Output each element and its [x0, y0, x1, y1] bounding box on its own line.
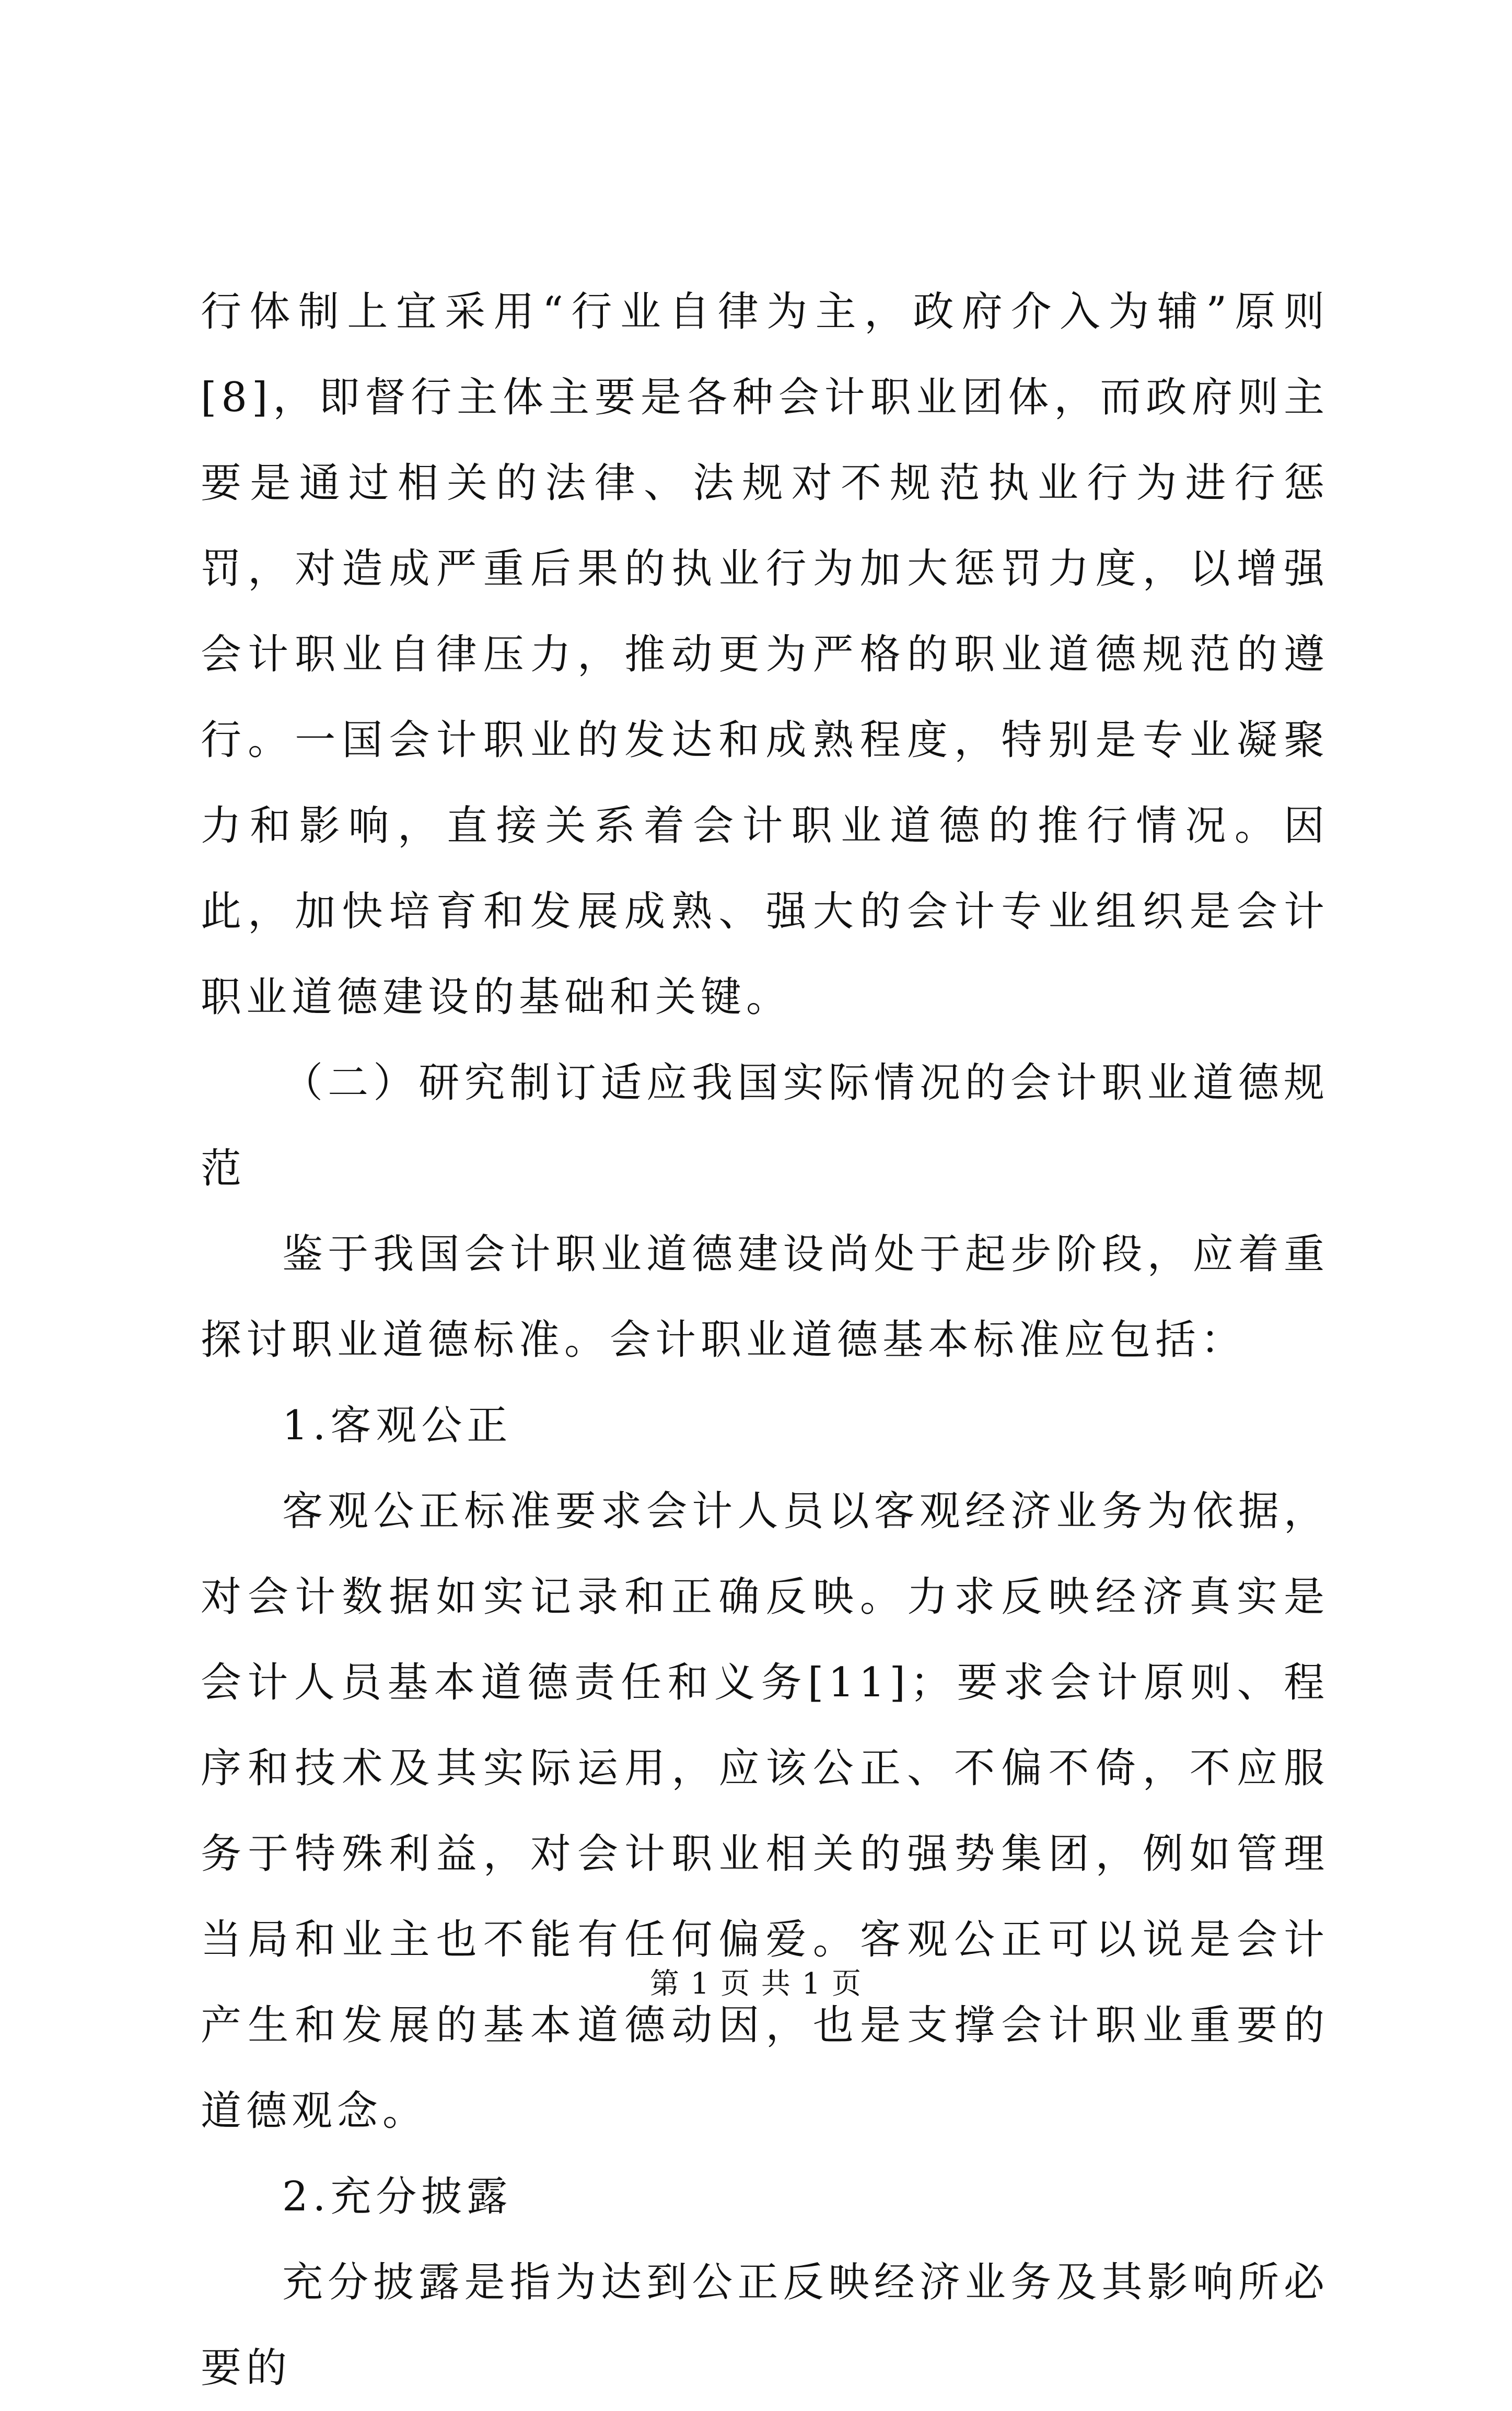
- section-heading: （二）研究制订适应我国实际情况的会计职业道德规范: [201, 1059, 1329, 1192]
- subheading-disclosure: 2.充分披露: [282, 2173, 513, 2220]
- paragraph-objectivity: 客观公正标准要求会计人员以客观经济业务为依据，对会计数据如实记录和正确反映。力求反映经济真实是会计人员基本道德责任和义务[11]；要求会计原则、程序和技术及其实际运用，应该公正、不偏不倚，不应服务于特殊利益，对会计职业相关的强势集团，例如管理当局和业主也不能有任何偏爱。客观公正可以说是会计产生和发展的基本道德动因，也是支撑会计职业重要的道德观念。: [201, 1488, 1329, 2135]
- body-text: [201, 269, 1329, 2411]
- paragraph-intro: 鉴于我国会计职业道德建设尚处于起步阶段，应着重探讨职业道德标准。会计职业道德基本标准应包括：: [201, 1231, 1329, 1364]
- paragraph-continuation: 行体制上宜采用“行业自律为主，政府介入为辅”原则[8]，即督行主体主要是各种会计职业团体，而政府则主要是通过相关的法律、法规对不规范执业行为进行惩罚，对造成严重后果的执业行为加大惩罚力度，以增强会计职业自律压力，推动更为严格的职业道德规范的遵行。一国会计职业的发达和成熟程度，特别是专业凝聚力和影响，直接关系着会计职业道德的推行情况。因此，加快培育和发展成熟、强大的会计专业组织是会计职业道德建设的基础和关键。: [201, 288, 1329, 1021]
- paragraph-disclosure: 充分披露是指为达到公正反映经济业务及其影响所必要的: [201, 2259, 1329, 2392]
- page-footer: 第 1 页 共 1 页: [649, 1967, 863, 2001]
- subheading-objectivity: 1.客观公正: [282, 1402, 513, 1449]
